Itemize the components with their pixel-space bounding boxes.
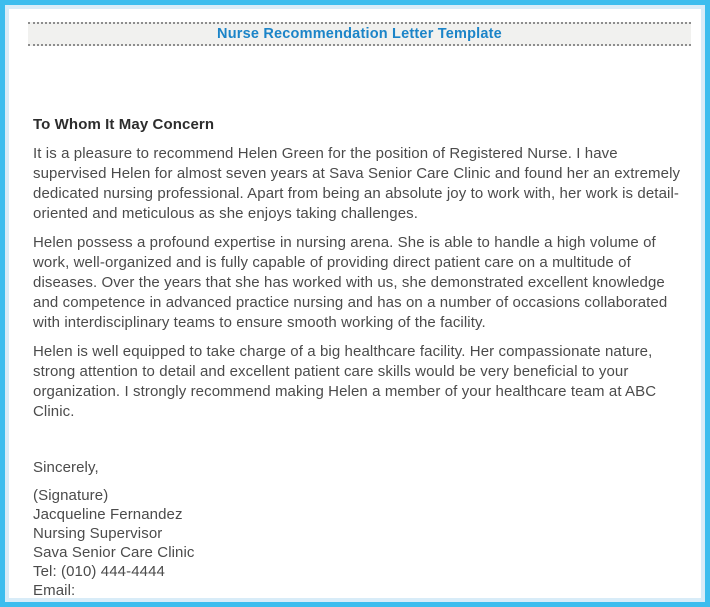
closing-line: Sincerely, [33, 459, 99, 476]
template-title-bar [28, 22, 691, 46]
letter-paragraph: Helen possess a profound expertise in nursing arena. She is able to handle a high volume of work, well-organized and is fully capable of providing direct patient care on a multitude of diseases. Over the years that she has worked with us, she demonstrated excellent knowledge and competence in advanced practice nursing and has on a number of occasions collaborated with interdisciplinary teams to ensure smooth working of the facility. [33, 234, 668, 331]
signature-placeholder-line: (Signature) [33, 487, 109, 504]
document-page-inner-border [5, 5, 705, 602]
letter-paragraph: It is a pleasure to recommend Helen Green for the position of Registered Nurse. I have supervised Helen for almost seven years at Sava Senior Care Clinic and found her an extremely dedicated nursing professional. Apart from being an absolute joy to work with, her work is detail-oriented and meticulous as she enjoys taking challenges. [33, 145, 681, 222]
signature-block [33, 486, 691, 600]
salutation-heading: To Whom It May Concern [33, 116, 215, 133]
page-title: Nurse Recommendation Letter Template [217, 26, 502, 42]
signer-title-line: Nursing Supervisor [33, 525, 163, 542]
signer-email-line: Email: [33, 582, 76, 599]
signer-name-line: Jacqueline Fernandez [33, 506, 183, 523]
letter-paragraph: Helen is well equipped to take charge of a big healthcare facility. Her compassionate nature, strong attention to detail and excellent patient care skills would be very beneficial to your organization. I strongly recommend making Helen a member of your healthcare team at ABC Clinic. [33, 343, 657, 420]
letter-body [9, 46, 701, 600]
signer-phone-line: Tel: (010) 444-4444 [33, 563, 165, 580]
signer-organization-line: Sava Senior Care Clinic [33, 544, 195, 561]
